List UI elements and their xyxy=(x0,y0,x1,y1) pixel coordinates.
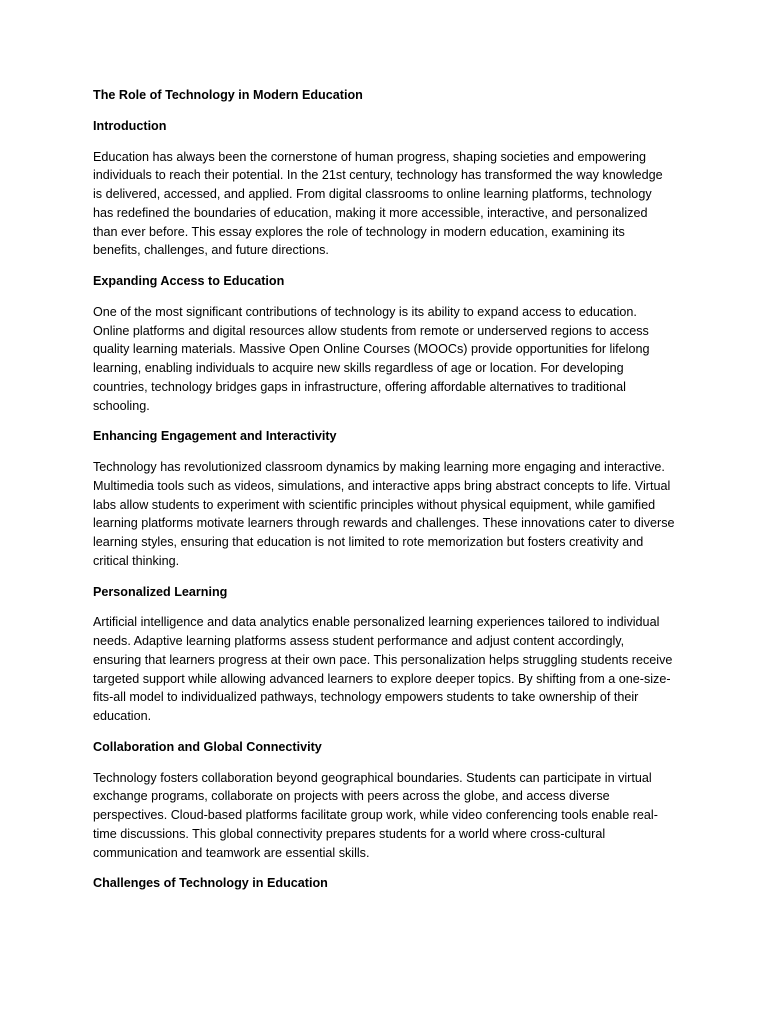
section-introduction xyxy=(93,117,675,260)
section-heading: Introduction xyxy=(93,118,167,133)
section-expanding-access xyxy=(93,272,675,415)
section-paragraph: Education has always been the cornerstone of human progress, shaping societies and empowering individuals to reach their potential. In the 21st century, technology has transformed the way knowledge is delivered, accessed, and applied. From digital classrooms to online learning platforms, technology has redefined the boundaries of education, making it more accessible, interactive, and personalized than ever before. This essay explores the role of technology in modern education, examining its benefits, challenges, and future directions. xyxy=(93,149,663,258)
section-engagement xyxy=(93,427,675,570)
document-title: The Role of Technology in Modern Education xyxy=(93,88,363,102)
section-paragraph: Technology has revolutionized classroom dynamics by making learning more engaging and interactive. Multimedia tools such as videos, simulations, and interactive apps bring abstract concepts to life. Virtual labs allow students to experiment with scientific principles without physical equipment, while gamified learning platforms motivate learners through rewards and challenges. These innovations cater to diverse learning styles, ensuring that education is not limited to rote memorization but fosters creativity and critical thinking. xyxy=(93,460,675,568)
section-heading: Expanding Access to Education xyxy=(93,274,285,288)
section-paragraph: One of the most significant contributions of technology is its ability to expand access to education. Online platforms and digital resources allow students from remote or underserved regions to access quality learning materials. Massive Open Online Courses (MOOCs) provide opportunities for lifelong learning, enabling individuals to acquire new skills regardless of age or location. For developing countries, technology bridges gaps in infrastructure, offering affordable alternatives to traditional schooling. xyxy=(93,304,650,413)
section-challenges xyxy=(93,874,675,893)
section-heading: Personalized Learning xyxy=(93,584,228,599)
section-personalized-learning xyxy=(93,583,675,726)
section-collaboration xyxy=(93,738,675,863)
document-page xyxy=(93,86,675,905)
section-heading: Challenges of Technology in Education xyxy=(93,876,328,891)
section-heading: Collaboration and Global Connectivity xyxy=(93,739,322,754)
section-heading: Enhancing Engagement and Interactivity xyxy=(93,429,337,444)
section-paragraph: Artificial intelligence and data analytics enable personalized learning experiences tailored to individual needs. Adaptive learning platforms assess student performance and adjust content accordingly, ensuring that learners progress at their own pace. This personalization helps struggling students receive targeted support while allowing advanced learners to explore deeper topics. By shifting from a one-size-fits-all model to individualized pathways, technology empowers students to take ownership of their education. xyxy=(93,615,673,723)
section-paragraph: Technology fosters collaboration beyond geographical boundaries. Students can participate in virtual exchange programs, collaborate on projects with peers across the globe, and access diverse perspectives. Cloud-based platforms facilitate group work, while video conferencing tools enable real-time discussions. This global connectivity prepares students for a world where cross-cultural communication and teamwork are essential skills. xyxy=(93,770,658,860)
